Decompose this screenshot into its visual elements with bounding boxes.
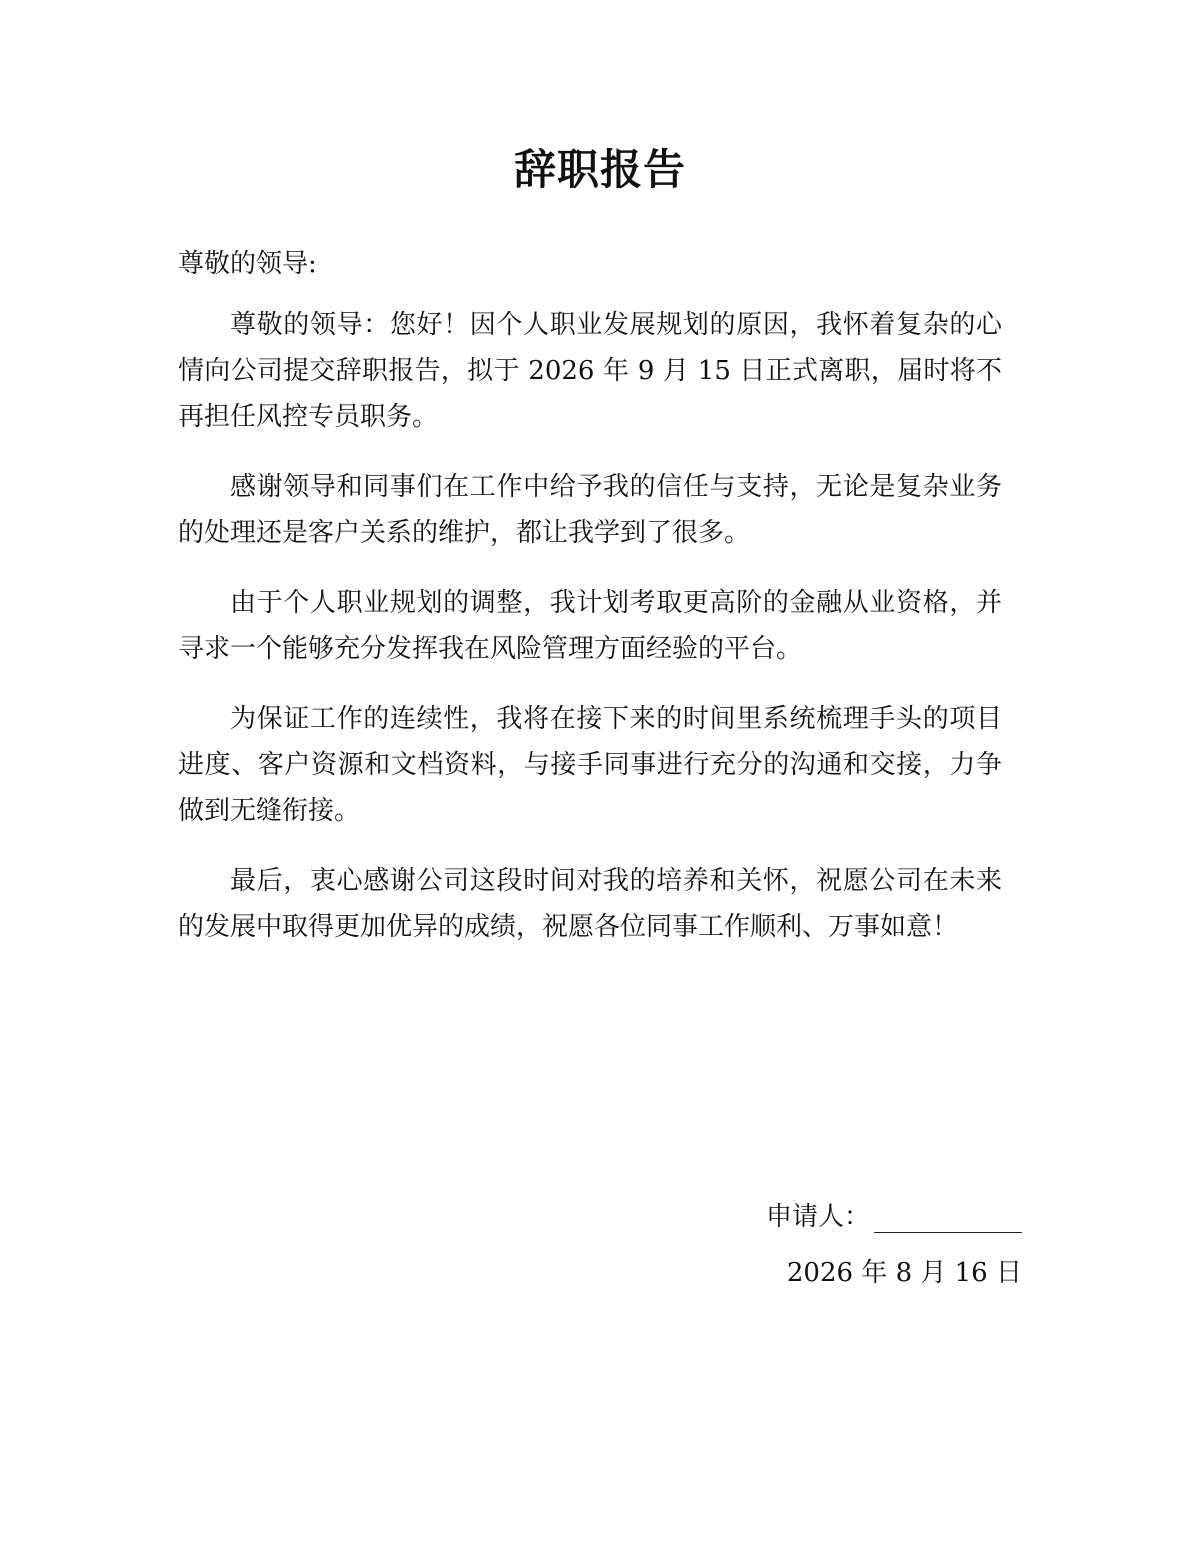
signature-line (874, 1200, 1022, 1233)
paragraph-handover: 为保证工作的连续性，我将在接下来的时间里系统梳理手头的项目进度、客户资源和文档资料，与接手同事进行充分的沟通和交接，力争做到无缝衔接。 (178, 704, 1002, 826)
signature-block (722, 1193, 1022, 1293)
paragraph-thanks: 感谢领导和同事们在工作中给予我的信任与支持，无论是复杂业务的处理还是客户关系的维护，都让我学到了很多。 (178, 472, 1002, 548)
document-title: 辞职报告 (513, 145, 686, 194)
letter-body (178, 302, 1002, 974)
applicant-row (722, 1193, 1022, 1233)
applicant-label: 申请人： (765, 1202, 870, 1232)
paragraph-reason: 由于个人职业规划的调整，我计划考取更高阶的金融从业资格，并寻求一个能够充分发挥我在风险管理方面经验的平台。 (178, 588, 1002, 664)
letter-date: 2026 年 8 月 16 日 (786, 1258, 1022, 1288)
paragraph-closing: 最后，衷心感谢公司这段时间对我的培养和关怀，祝愿公司在未来的发展中取得更加优异的成绩，祝愿各位同事工作顺利、万事如意！ (178, 866, 1002, 942)
paragraph-greeting: 尊敬的领导：您好！因个人职业发展规划的原因，我怀着复杂的心情向公司提交辞职报告，拟于 2026 年 9 月 15 日正式离职，届时将不再担任风控专员职务。 (178, 310, 1002, 432)
salutation: 尊敬的领导: (178, 249, 317, 279)
